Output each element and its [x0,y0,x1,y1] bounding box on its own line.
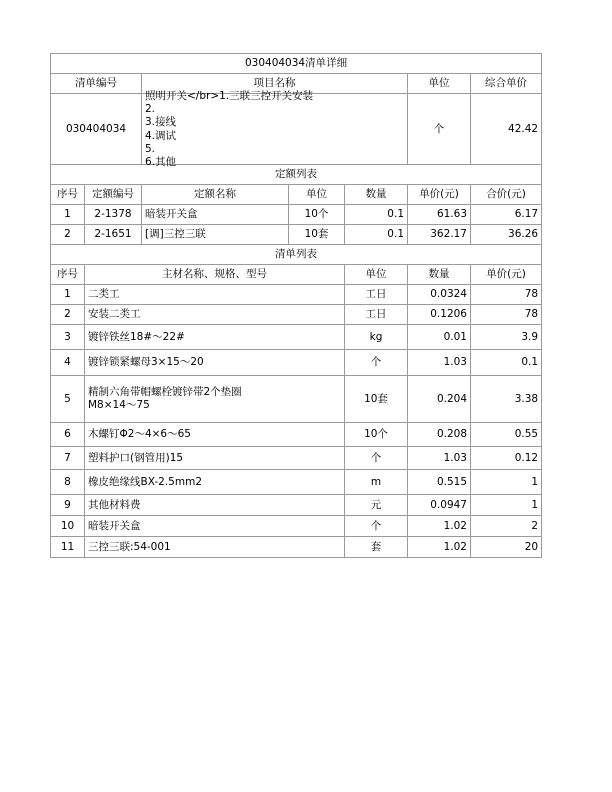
sheet-title: 030404034清单详细 [51,54,542,74]
material-qty: 0.1206 [408,305,471,325]
materials-name-header: 主材名称、规格、型号 [85,265,345,285]
material-unit: 工日 [345,285,408,305]
quota-code-header: 定额编号 [85,185,142,205]
material-price: 1 [471,470,542,495]
material-unit: kg [345,325,408,350]
quota-code: 2-1651 [85,225,142,245]
materials-rows [51,285,542,558]
material-row [51,350,542,376]
materials-seq-header: 序号 [51,265,85,285]
material-name: 暗装开关盒 [85,516,345,537]
bill-description-line: 5. [145,142,156,155]
material-name: 其他材料费 [85,495,345,516]
quota-unit-header: 单位 [289,185,345,205]
material-price: 0.1 [471,350,542,376]
materials-unit-header: 单位 [345,265,408,285]
material-row [51,325,542,350]
material-name: 塑料护口(钢管用)15 [85,447,345,470]
material-unit: m [345,470,408,495]
quota-row [51,225,542,245]
material-seq: 10 [51,516,85,537]
material-row [51,423,542,447]
bill-unit-header: 单位 [408,74,471,94]
material-qty: 0.515 [408,470,471,495]
material-row [51,376,542,423]
material-unit: 套 [345,537,408,558]
material-seq: 11 [51,537,85,558]
materials-qty-header: 数量 [408,265,471,285]
material-seq: 1 [51,285,85,305]
material-name: 橡皮绝缘线BX-2.5mm2 [85,470,345,495]
quota-unit: 10套 [289,225,345,245]
material-qty: 1.02 [408,537,471,558]
material-name: 木螺钉Φ2～4×6～65 [85,423,345,447]
material-price: 1 [471,495,542,516]
quota-unit: 10个 [289,205,345,225]
material-seq: 5 [51,376,85,423]
material-price: 0.55 [471,423,542,447]
quota-qty: 0.1 [345,205,408,225]
quota-total: 36.26 [471,225,542,245]
material-seq: 7 [51,447,85,470]
material-unit: 个 [345,447,408,470]
quota-row [51,205,542,225]
material-price: 3.38 [471,376,542,423]
material-unit: 工日 [345,305,408,325]
material-unit: 10套 [345,376,408,423]
material-qty: 0.208 [408,423,471,447]
material-qty: 1.02 [408,516,471,537]
quota-qty: 0.1 [345,225,408,245]
bill-description-line: 照明开关</br>1.三联三控开关安装 [145,90,314,102]
quota-code: 2-1378 [85,205,142,225]
bill-description-line: 6.其他 [145,156,177,169]
quota-name-header: 定额名称 [142,185,289,205]
bill-name-header: 项目名称 [142,74,408,94]
quota-name: [调]三控三联 [142,225,289,245]
quota-seq: 1 [51,205,85,225]
material-seq: 8 [51,470,85,495]
material-row [51,305,542,325]
quota-rows [51,205,542,245]
material-seq: 3 [51,325,85,350]
detail-table [50,53,542,558]
material-price: 20 [471,537,542,558]
quota-section-title: 定额列表 [51,165,542,185]
material-qty: 1.03 [408,350,471,376]
material-name: 镀锌锁紧螺母3×15～20 [85,350,345,376]
bill-price: 42.42 [471,94,542,165]
material-qty: 0.0324 [408,285,471,305]
bill-unit: 个 [408,94,471,165]
bill-description [142,90,408,169]
bill-description-line: 2. [145,103,156,116]
material-price: 2 [471,516,542,537]
material-price: 3.9 [471,325,542,350]
material-seq: 2 [51,305,85,325]
quota-total: 6.17 [471,205,542,225]
bill-code-header: 清单编号 [51,74,142,94]
detail-sheet [50,53,541,558]
material-name-line: 精制六角带帽螺栓镀锌带2个垫圈 [88,386,242,398]
material-name [85,376,345,423]
material-name: 三控三联:54-001 [85,537,345,558]
material-qty: 0.0947 [408,495,471,516]
material-unit: 个 [345,350,408,376]
bill-price-header: 综合单价 [471,74,542,94]
bill-description-line: 3.接线 [145,116,177,129]
material-seq: 6 [51,423,85,447]
material-seq: 4 [51,350,85,376]
quota-qty-header: 数量 [345,185,408,205]
quota-name: 暗装开关盒 [142,205,289,225]
quota-price-header: 单价(元) [408,185,471,205]
material-unit: 10个 [345,423,408,447]
quota-price: 362.17 [408,225,471,245]
material-unit: 个 [345,516,408,537]
material-seq: 9 [51,495,85,516]
quota-price: 61.63 [408,205,471,225]
material-qty: 1.03 [408,447,471,470]
quota-total-header: 合价(元) [471,185,542,205]
material-row [51,447,542,470]
material-name: 镀锌铁丝18#～22# [85,325,345,350]
material-row [51,285,542,305]
material-row [51,495,542,516]
material-qty: 0.01 [408,325,471,350]
materials-price-header: 单价(元) [471,265,542,285]
material-qty: 0.204 [408,376,471,423]
material-name: 二类工 [85,285,345,305]
material-row [51,537,542,558]
bill-code: 030404034 [51,94,142,165]
quota-seq-header: 序号 [51,185,85,205]
material-price: 78 [471,285,542,305]
material-price: 78 [471,305,542,325]
materials-section-title: 清单列表 [51,245,542,265]
material-row [51,516,542,537]
material-name: 安装二类工 [85,305,345,325]
material-unit: 元 [345,495,408,516]
bill-description-line: 4.调试 [145,129,177,142]
material-price: 0.12 [471,447,542,470]
material-name-line: M8×14～75 [88,399,150,411]
quota-seq: 2 [51,225,85,245]
material-row [51,470,542,495]
